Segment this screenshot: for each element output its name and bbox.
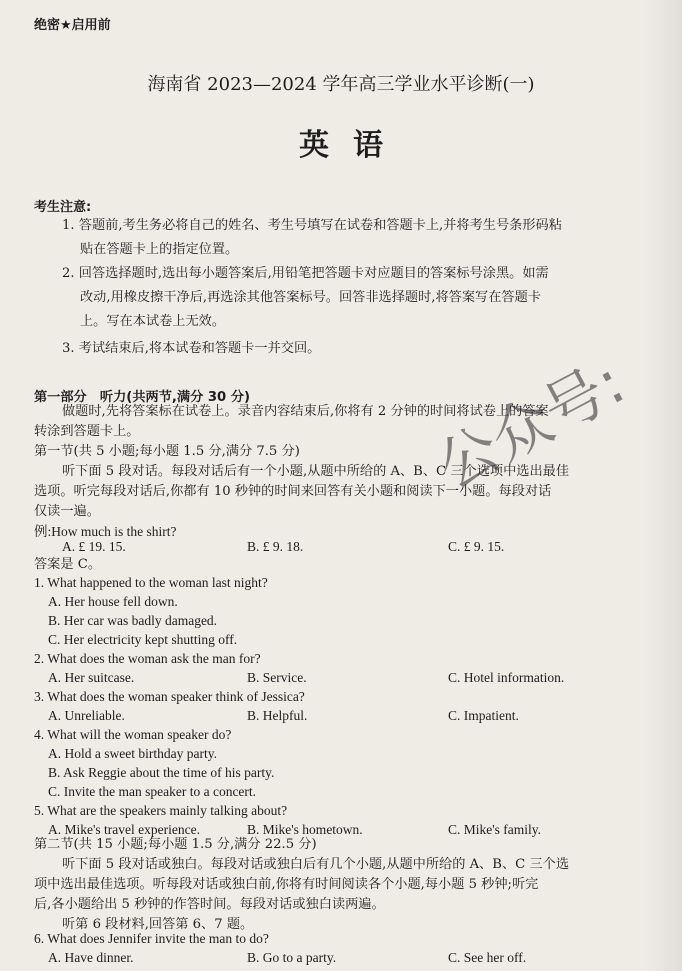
option: A. Her suitcase. [48,670,135,685]
example-option-c: C. £ 9. 15. [448,539,505,554]
option: B. Go to a party. [247,950,337,965]
option: A. Unreliable. [48,708,125,723]
material-line: 听第 6 段材料,回答第 6、7 题。 [62,917,254,932]
example-question: 例:How much is the shirt? [34,524,177,539]
option: A. Have dinner. [48,950,134,965]
option: A. Mike's travel experience. [48,822,200,837]
part1-intro: 转涂到答题卡上。 [34,424,140,439]
option: C. Hotel information. [448,670,565,685]
notice-line: 3. 考试结束后,将本试卷和答题卡一并交回。 [62,341,321,356]
section1-instr: 仅读一遍。 [34,504,100,519]
question-3: 3. What does the woman speaker think of Jessica? [34,689,305,704]
part1-intro: 做题时,先将答案标在试卷上。录音内容结束后,你将有 2 分钟的时间将试卷上的答案 [62,404,549,419]
option: A. Hold a sweet birthday party. [48,746,217,761]
notice-heading: 考生注意: [34,200,92,215]
notice-line: 改动,用橡皮擦干净后,再选涂其他答案标号。回答非选择题时,将答案写在答题卡 [80,290,541,305]
question-5: 5. What are the speakers mainly talking about? [34,803,288,818]
secret-label: 绝密★启用前 [34,18,111,33]
option: A. Her house fell down. [48,594,178,609]
notice-line: 1. 答题前,考生务必将自己的姓名、考生号填写在试卷和答题卡上,并将考生号条形码粘 [62,218,562,233]
example-option-b: B. £ 9. 18. [247,539,304,554]
example-option-a: A. £ 19. 15. [62,539,126,554]
section2-instr: 项中选出最佳选项。听每段对话或独白前,你将有时间阅读各个小题,每小题 5 秒钟;听完 [34,877,539,892]
question-4: 4. What will the woman speaker do? [34,727,232,742]
section1-instr: 听下面 5 段对话。每段对话后有一个小题,从题中所给的 A、B、C 三个选项中选出最佳 [62,464,570,479]
option: C. Invite the man speaker to a concert. [48,784,257,799]
example-answer: 答案是 C。 [34,557,102,572]
notice-line: 贴在答题卡上的指定位置。 [80,242,239,257]
exam-title: 海南省 2023—2024 学年高三学业水平诊断(一) [147,74,535,95]
section2-instr: 听下面 5 段对话或独白。每段对话或独白后有几个小题,从题中所给的 A、B、C 三个选 [62,857,570,872]
notice-line: 2. 回答选择题时,选出每小题答案后,用铅笔把答题卡对应题目的答案标号涂黑。如需 [62,266,549,281]
option: C. Mike's family. [448,822,542,837]
option: C. Impatient. [448,708,519,723]
notice-line: 上。写在本试卷上无效。 [80,314,226,329]
subject-title: 英语 [299,128,407,163]
section1-heading: 第一节(共 5 小题;每小题 1.5 分,满分 7.5 分) [34,444,300,459]
option: B. Service. [247,670,307,685]
section2-instr: 后,各小题给出 5 秒钟的作答时间。每段对话或独白读两遍。 [34,897,385,912]
question-6: 6. What does Jennifer invite the man to do? [34,931,269,946]
option: B. Ask Reggie about the time of his party. [48,765,275,780]
watermark: 公众号: [426,347,636,504]
option: B. Mike's hometown. [247,822,363,837]
option: C. Her electricity kept shutting off. [48,632,238,647]
question-2: 2. What does the woman ask the man for? [34,651,261,666]
option: C. See her off. [448,950,527,965]
option: B. Helpful. [247,708,308,723]
question-1: 1. What happened to the woman last night? [34,575,268,590]
section1-instr: 选项。听完每段对话后,你都有 10 秒钟的时间来回答有关小题和阅读下一小题。每段对话 [34,484,552,499]
part1-heading: 第一部分 听力(共两节,满分 30 分) [34,390,251,405]
option: B. Her car was badly damaged. [48,613,218,628]
section2-heading: 第二节(共 15 小题;每小题 1.5 分,满分 22.5 分) [34,837,317,852]
